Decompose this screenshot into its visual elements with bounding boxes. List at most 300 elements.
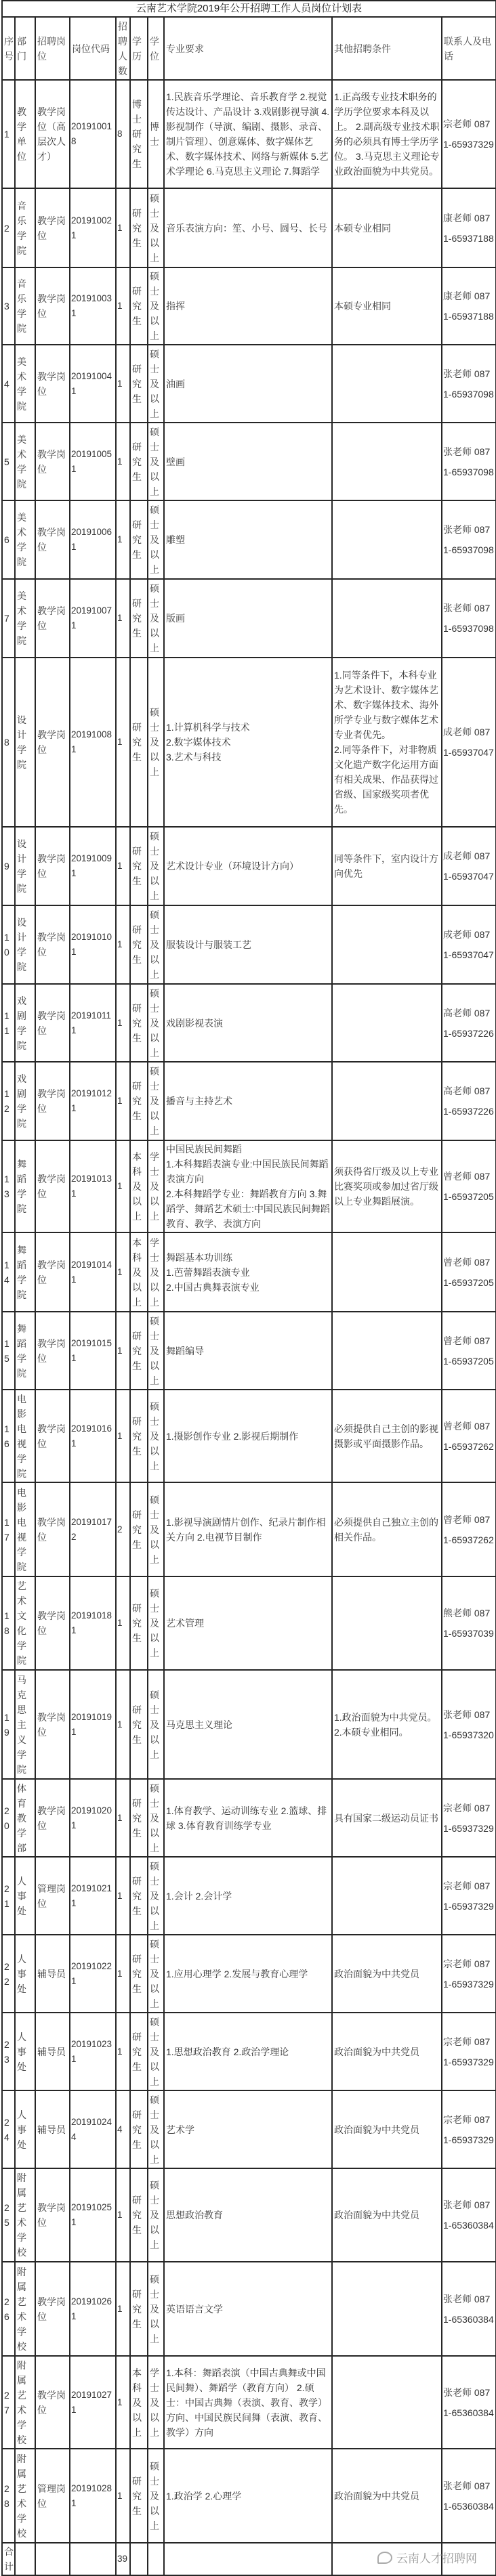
cell-edu: 研究生 [130, 905, 148, 984]
table-row [2, 827, 496, 905]
cell-other [332, 1857, 442, 1935]
cell-post: 教学岗位 [35, 579, 70, 658]
cell-major: 马克思主义理论 [164, 1670, 332, 1779]
header-no: 序号 [2, 17, 15, 80]
cell-contact: 康老师 0871-65937188 [442, 188, 496, 267]
header-code: 岗位代码 [70, 17, 116, 80]
cell-code: 201910281 [70, 2449, 116, 2543]
table-row [2, 267, 496, 345]
cell-post: 辅导员 [35, 2013, 70, 2090]
cell-dept: 教学单位 [15, 80, 35, 188]
cell-major: 思想政治教育 [164, 2168, 332, 2262]
cell-other: 必须提供自己主创的影视摄影或平面摄影作品。 [332, 1390, 442, 1482]
cell-count: 4 [116, 2090, 130, 2168]
cell-dept: 舞蹈学院 [15, 1312, 35, 1390]
cell-count: 1 [116, 1935, 130, 2013]
cell-dept: 美术学院 [15, 345, 35, 423]
cell-code: 201910081 [70, 658, 116, 827]
cell-degree: 硕士及以上 [148, 905, 164, 984]
cell-count: 1 [116, 1576, 130, 1670]
cell-dept: 设计学院 [15, 658, 35, 827]
cell-contact: 宗老师 0871-65937329 [442, 2013, 496, 2090]
cell-edu: 研究生 [130, 188, 148, 267]
cell-post: 教学岗位 [35, 2262, 70, 2356]
cell-edu: 研究生 [130, 2090, 148, 2168]
cell-degree: 硕士及以上 [148, 267, 164, 345]
cell-other: 政治面貌为中共党员 [332, 2168, 442, 2262]
header-edu: 学历 [130, 17, 148, 80]
cell-contact: 张老师 0871-65937098 [442, 345, 496, 423]
cell-post: 教学岗位 [35, 984, 70, 1062]
cell-count: 1 [116, 1779, 130, 1857]
wechat-icon [377, 2552, 392, 2564]
cell-post: 教学岗位 [35, 658, 70, 827]
cell-no: 8 [2, 658, 15, 827]
cell-count: 8 [116, 80, 130, 188]
cell-no: 28 [2, 2449, 15, 2543]
cell-other [332, 1232, 442, 1312]
header-post: 招聘岗位 [35, 17, 70, 80]
cell-dept: 舞蹈学院 [15, 1140, 35, 1232]
cell-no: 4 [2, 345, 15, 423]
cell-degree: 硕士及以上 [148, 500, 164, 579]
cell-count: 1 [116, 1312, 130, 1390]
cell-dept: 附属艺术学校 [15, 2356, 35, 2449]
table-row [2, 1482, 496, 1576]
cell-other: 1.正高级专业技术职务的学历学位要求本科及以上。 2.副高级专业技术职务的必须具有博士学历学位。 3.马克思主义理论专业政治面貌为中共党员。 [332, 80, 442, 188]
cell-dept: 美术学院 [15, 423, 35, 500]
cell-no: 20 [2, 1779, 15, 1857]
cell-post: 教学岗位 [35, 1390, 70, 1482]
cell-no: 11 [2, 984, 15, 1062]
cell-dept: 附属艺术学校 [15, 2449, 35, 2543]
cell-major: 1.民族音乐学理论、音乐教育学 2.视觉传达设计、产品设计 3.戏剧影视导演 4.影视制作（导演、编剧、摄影、录音、制片管理）、创意媒体、数字媒体艺术、数字媒体技术、网络与新媒体 5.艺术学理论 6.马克思主义理论 7.舞蹈学 [164, 80, 332, 188]
cell-major: 中国民族民间舞蹈 1.本科舞蹈表演专业:中国民族民间舞蹈表演方向 2.本科舞蹈学专业：舞蹈教育方向 3.舞蹈学、舞蹈艺术硕士:中国民族民间舞蹈教育、教学、表演方向 [164, 1140, 332, 1232]
cell-degree: 硕士及以上 [148, 579, 164, 658]
cell-major: 艺术学 [164, 2090, 332, 2168]
cell-dept: 人事处 [15, 2090, 35, 2168]
empty-cell [70, 2543, 116, 2575]
cell-other [332, 579, 442, 658]
cell-code: 201910111 [70, 984, 116, 1062]
table-row [2, 1670, 496, 1779]
cell-edu: 研究生 [130, 827, 148, 905]
cell-code: 201910021 [70, 188, 116, 267]
cell-dept: 戏剧学院 [15, 984, 35, 1062]
cell-post: 教学岗位 [35, 1312, 70, 1390]
cell-contact: 宗老师 0871-65937329 [442, 1857, 496, 1935]
cell-other [332, 905, 442, 984]
cell-no: 7 [2, 579, 15, 658]
cell-contact: 成老师 0871-65937047 [442, 905, 496, 984]
cell-major: 1.影视导演剧情片创作、纪录片制作相关方向 2.电视节目制作 [164, 1482, 332, 1576]
cell-major: 艺术管理 [164, 1576, 332, 1670]
cell-edu: 研究生 [130, 1482, 148, 1576]
cell-count: 1 [116, 345, 130, 423]
cell-no: 2 [2, 188, 15, 267]
cell-count: 1 [116, 423, 130, 500]
cell-code: 201910251 [70, 2168, 116, 2262]
cell-code: 201910161 [70, 1390, 116, 1482]
empty-cell [35, 2543, 70, 2575]
cell-post: 教学岗位 [35, 500, 70, 579]
cell-other: 同等条件下，室内设计方向优先 [332, 827, 442, 905]
cell-contact: 宗老师 0871-65937329 [442, 2090, 496, 2168]
cell-count: 1 [116, 267, 130, 345]
cell-no: 26 [2, 2262, 15, 2356]
cell-contact: 曾老师 0871-65937262 [442, 1482, 496, 1576]
header-degree: 学位 [148, 17, 164, 80]
table-row [2, 1935, 496, 2013]
cell-dept: 附属艺术学校 [15, 2168, 35, 2262]
table-row [2, 2090, 496, 2168]
cell-code: 201910091 [70, 827, 116, 905]
cell-degree: 硕士及以上 [148, 827, 164, 905]
cell-major: 1.摄影创作专业 2.影视后期制作 [164, 1390, 332, 1482]
cell-no: 15 [2, 1312, 15, 1390]
cell-edu: 研究生 [130, 2013, 148, 2090]
table-row [2, 423, 496, 500]
cell-count: 1 [116, 1062, 130, 1140]
cell-edu: 研究生 [130, 1062, 148, 1140]
cell-count: 1 [116, 2449, 130, 2543]
cell-major: 戏剧影视表演 [164, 984, 332, 1062]
cell-post: 教学岗位 [35, 1576, 70, 1670]
cell-other [332, 345, 442, 423]
cell-major: 壁画 [164, 423, 332, 500]
table-row [2, 1232, 496, 1312]
cell-no: 9 [2, 827, 15, 905]
cell-degree: 硕士及以上 [148, 2090, 164, 2168]
total-label: 合计 [2, 2543, 15, 2575]
cell-post: 教学岗位（高层次人才） [35, 80, 70, 188]
watermark [377, 2549, 477, 2566]
cell-code: 201910101 [70, 905, 116, 984]
cell-post: 教学岗位 [35, 1062, 70, 1140]
cell-other [332, 2356, 442, 2449]
cell-major: 指挥 [164, 267, 332, 345]
cell-code: 201910041 [70, 345, 116, 423]
cell-edu: 研究生 [130, 423, 148, 500]
cell-contact: 高老师 0871-65937226 [442, 984, 496, 1062]
empty-cell [15, 2543, 35, 2575]
cell-dept: 设计学院 [15, 905, 35, 984]
cell-degree: 硕士及以上 [148, 2449, 164, 2543]
cell-degree: 学士及以上 [148, 1232, 164, 1312]
empty-cell [130, 2543, 148, 2575]
cell-code: 201910211 [70, 1857, 116, 1935]
cell-code: 201910191 [70, 1670, 116, 1779]
title-row [2, 1, 496, 17]
cell-post: 教学岗位 [35, 1482, 70, 1576]
table-row [2, 2449, 496, 2543]
cell-count: 1 [116, 658, 130, 827]
cell-degree: 硕士及以上 [148, 1935, 164, 2013]
table-row [2, 80, 496, 188]
cell-major: 1.政治学 2.心理学 [164, 2449, 332, 2543]
cell-contact: 张老师 0871-65937098 [442, 579, 496, 658]
cell-count: 1 [116, 1857, 130, 1935]
cell-contact: 张老师 0871-65937098 [442, 423, 496, 500]
cell-code: 201910261 [70, 2262, 116, 2356]
cell-no: 18 [2, 1576, 15, 1670]
cell-count: 1 [116, 1390, 130, 1482]
cell-dept: 美术学院 [15, 500, 35, 579]
cell-post: 教学岗位 [35, 1670, 70, 1779]
cell-major: 1.会计 2.会计学 [164, 1857, 332, 1935]
cell-degree: 硕士及以上 [148, 2013, 164, 2090]
cell-post: 辅导员 [35, 1935, 70, 2013]
cell-code: 201910231 [70, 2013, 116, 2090]
cell-other [332, 1312, 442, 1390]
cell-code: 201910244 [70, 2090, 116, 2168]
cell-other: 1.同等条件下，本科专业为艺术设计、数字媒体艺术、数字媒体技术、海外所学专业与数字媒体艺术专业者优先。 2.同等条件下，对非物质文化遗产数字化运用方面有相关成果、作品获得过省级、国家级奖项者优先。 [332, 658, 442, 827]
cell-major: 1.体育教学、运动训练专业 2.篮球、排球 3.体育教育训练学专业 [164, 1779, 332, 1857]
cell-contact: 康老师 0871-65937188 [442, 267, 496, 345]
header-dept: 部门 [15, 17, 35, 80]
cell-post: 教学岗位 [35, 1232, 70, 1312]
cell-count: 1 [116, 1140, 130, 1232]
cell-contact: 张老师 0871-65360384 [442, 2262, 496, 2356]
table-row [2, 579, 496, 658]
table-row [2, 1062, 496, 1140]
cell-other: 1.政治面貌为中共党员。 2.本硕专业相同。 [332, 1670, 442, 1779]
table-title: 云南艺术学院2019年公开招聘工作人员岗位计划表 [2, 1, 496, 17]
cell-other [332, 2262, 442, 2356]
cell-degree: 学士及以上 [148, 1140, 164, 1232]
cell-other: 必须提供自己独立主创的相关作品。 [332, 1482, 442, 1576]
cell-edu: 研究生 [130, 2168, 148, 2262]
cell-no: 13 [2, 1140, 15, 1232]
cell-post: 教学岗位 [35, 188, 70, 267]
cell-code: 201910141 [70, 1232, 116, 1312]
recruitment-plan-table [1, 0, 496, 2576]
cell-count: 1 [116, 2356, 130, 2449]
cell-contact: 成老师 0871-65937047 [442, 658, 496, 827]
cell-edu: 研究生 [130, 500, 148, 579]
header-row [2, 17, 496, 80]
cell-other: 本硕专业相同 [332, 188, 442, 267]
cell-dept: 音乐学院 [15, 188, 35, 267]
cell-contact: 高老师 0871-65937226 [442, 1062, 496, 1140]
cell-contact: 成老师 0871-65937047 [442, 827, 496, 905]
cell-degree: 硕士及以上 [148, 1576, 164, 1670]
cell-edu: 研究生 [130, 1935, 148, 2013]
table-row [2, 1390, 496, 1482]
cell-post: 教学岗位 [35, 423, 70, 500]
cell-no: 23 [2, 2013, 15, 2090]
table-row [2, 345, 496, 423]
cell-edu: 研究生 [130, 1670, 148, 1779]
cell-code: 201910181 [70, 1576, 116, 1670]
empty-cell [148, 2543, 164, 2575]
cell-post: 教学岗位 [35, 827, 70, 905]
cell-edu: 研究生 [130, 267, 148, 345]
cell-other [332, 984, 442, 1062]
cell-contact: 宗老师 0871-65937329 [442, 1779, 496, 1857]
cell-code: 201910131 [70, 1140, 116, 1232]
cell-code: 201910071 [70, 579, 116, 658]
table-row [2, 2356, 496, 2449]
cell-other: 政治面貌为中共党员 [332, 2090, 442, 2168]
cell-edu: 本科及以上 [130, 1140, 148, 1232]
cell-degree: 硕士及以上 [148, 2262, 164, 2356]
cell-post: 辅导员 [35, 2090, 70, 2168]
cell-code: 201910151 [70, 1312, 116, 1390]
cell-contact: 熊老师 0871-65937039 [442, 1576, 496, 1670]
cell-other: 政治面貌为中共党员 [332, 1935, 442, 2013]
cell-code: 201910221 [70, 1935, 116, 2013]
cell-dept: 电影电视学院 [15, 1482, 35, 1576]
cell-contact: 张老师 0871-65937098 [442, 500, 496, 579]
cell-degree: 硕士及以上 [148, 1312, 164, 1390]
cell-post: 教学岗位 [35, 1140, 70, 1232]
cell-no: 1 [2, 80, 15, 188]
cell-contact: 宗老师 0871-65937329 [442, 1935, 496, 2013]
cell-major: 1.应用心理学 2.发展与教育心理学 [164, 1935, 332, 2013]
cell-count: 1 [116, 905, 130, 984]
cell-major: 1.计算机科学与技术 2.数字媒体技术 3.艺术与科技 [164, 658, 332, 827]
cell-contact: 张老师 0871-65360384 [442, 2449, 496, 2543]
table-row [2, 1576, 496, 1670]
cell-degree: 硕士及以上 [148, 345, 164, 423]
cell-no: 27 [2, 2356, 15, 2449]
header-other: 其他招聘条件 [332, 17, 442, 80]
cell-post: 教学岗位 [35, 1779, 70, 1857]
cell-no: 19 [2, 1670, 15, 1779]
cell-dept: 音乐学院 [15, 267, 35, 345]
cell-edu: 研究生 [130, 984, 148, 1062]
cell-code: 201910172 [70, 1482, 116, 1576]
cell-contact: 曾老师 0871-65937205 [442, 1312, 496, 1390]
cell-post: 教学岗位 [35, 2168, 70, 2262]
cell-dept: 人事处 [15, 1935, 35, 2013]
cell-degree: 硕士及以上 [148, 658, 164, 827]
cell-edu: 研究生 [130, 1576, 148, 1670]
cell-count: 1 [116, 579, 130, 658]
cell-count: 1 [116, 827, 130, 905]
cell-dept: 附属艺术学校 [15, 2262, 35, 2356]
empty-cell [164, 2543, 332, 2575]
cell-degree: 硕士及以上 [148, 188, 164, 267]
cell-count: 1 [116, 2262, 130, 2356]
cell-edu: 研究生 [130, 579, 148, 658]
cell-major: 舞蹈编导 [164, 1312, 332, 1390]
table-row [2, 2168, 496, 2262]
cell-dept: 人事处 [15, 1857, 35, 1935]
cell-post: 教学岗位 [35, 267, 70, 345]
cell-dept: 马克思主义学院 [15, 1670, 35, 1779]
cell-no: 12 [2, 1062, 15, 1140]
cell-count: 1 [116, 1232, 130, 1312]
cell-degree: 硕士及以上 [148, 984, 164, 1062]
cell-other [332, 1062, 442, 1140]
table-row [2, 1857, 496, 1935]
table-row [2, 658, 496, 827]
table-row [2, 984, 496, 1062]
cell-major: 舞蹈基本功训练 1.芭蕾舞蹈表演专业 2.中国古典舞表演专业 [164, 1232, 332, 1312]
cell-no: 16 [2, 1390, 15, 1482]
table-row [2, 2262, 496, 2356]
cell-count: 1 [116, 2168, 130, 2262]
cell-post: 教学岗位 [35, 345, 70, 423]
cell-major: 服装设计与服装工艺 [164, 905, 332, 984]
cell-degree: 学士及以上 [148, 2356, 164, 2449]
header-contact: 联系人及电话 [442, 17, 496, 80]
cell-major: 音乐表演方向：笙、小号、圆号、长号 [164, 188, 332, 267]
cell-contact: 曾老师 0871-65937262 [442, 1390, 496, 1482]
cell-degree: 硕士及以上 [148, 1390, 164, 1482]
watermark-text: 云南人才招聘网 [396, 2552, 477, 2565]
cell-major: 雕塑 [164, 500, 332, 579]
cell-contact: 张老师 0871-65360384 [442, 2168, 496, 2262]
table-row [2, 500, 496, 579]
cell-degree: 博士 [148, 80, 164, 188]
cell-major: 英语语言文学 [164, 2262, 332, 2356]
total-count: 39 [116, 2543, 130, 2575]
cell-code: 201910201 [70, 1779, 116, 1857]
cell-other: 须获得省厅级及以上专业比赛奖项或参加过省厅级以上专业舞蹈展演。 [332, 1140, 442, 1232]
cell-dept: 电影电视学院 [15, 1390, 35, 1482]
cell-major: 1.思想政治教育 2.政治学理论 [164, 2013, 332, 2090]
cell-code: 201910061 [70, 500, 116, 579]
cell-degree: 硕士及以上 [148, 1779, 164, 1857]
cell-code: 201910031 [70, 267, 116, 345]
cell-other [332, 500, 442, 579]
cell-edu: 研究生 [130, 2449, 148, 2543]
cell-other: 政治面貌为中共党员 [332, 2013, 442, 2090]
cell-no: 17 [2, 1482, 15, 1576]
cell-post: 管理岗位 [35, 2449, 70, 2543]
cell-major: 版画 [164, 579, 332, 658]
cell-edu: 研究生 [130, 2262, 148, 2356]
cell-no: 21 [2, 1857, 15, 1935]
cell-edu: 研究生 [130, 1312, 148, 1390]
cell-no: 3 [2, 267, 15, 345]
cell-count: 1 [116, 500, 130, 579]
cell-no: 6 [2, 500, 15, 579]
cell-no: 5 [2, 423, 15, 500]
cell-major: 艺术设计专业（环境设计方向） [164, 827, 332, 905]
cell-count: 2 [116, 1482, 130, 1576]
cell-degree: 硕士及以上 [148, 1482, 164, 1576]
cell-degree: 硕士及以上 [148, 423, 164, 500]
cell-contact: 宗老师 0871-65937329 [442, 80, 496, 188]
cell-edu: 本科及以上 [130, 2356, 148, 2449]
cell-other [332, 423, 442, 500]
cell-code: 201910271 [70, 2356, 116, 2449]
cell-post: 管理岗位 [35, 1857, 70, 1935]
cell-no: 14 [2, 1232, 15, 1312]
cell-edu: 本科及以上 [130, 1232, 148, 1312]
header-count: 招聘人数 [116, 17, 130, 80]
table-row [2, 1140, 496, 1232]
cell-post: 教学岗位 [35, 2356, 70, 2449]
cell-code: 201910018 [70, 80, 116, 188]
cell-degree: 硕士及以上 [148, 1857, 164, 1935]
cell-major: 播音与主持艺术 [164, 1062, 332, 1140]
cell-other: 政治面貌为中共党员 [332, 2449, 442, 2543]
cell-other: 具有国家二级运动员证书 [332, 1779, 442, 1857]
cell-other: 本硕专业相同 [332, 267, 442, 345]
cell-dept: 舞蹈学院 [15, 1232, 35, 1312]
cell-no: 10 [2, 905, 15, 984]
cell-count: 1 [116, 2013, 130, 2090]
cell-contact: 张老师 0871-65937320 [442, 1670, 496, 1779]
cell-edu: 研究生 [130, 658, 148, 827]
cell-major: 1.本科：舞蹈表演（中国古典舞或中国民间舞）、舞蹈学（教育方向） 2.硕士：中国古典舞（表演、教育、教学）方向、中国民族民间舞（表演、教育、教学）方向 [164, 2356, 332, 2449]
cell-code: 201910051 [70, 423, 116, 500]
